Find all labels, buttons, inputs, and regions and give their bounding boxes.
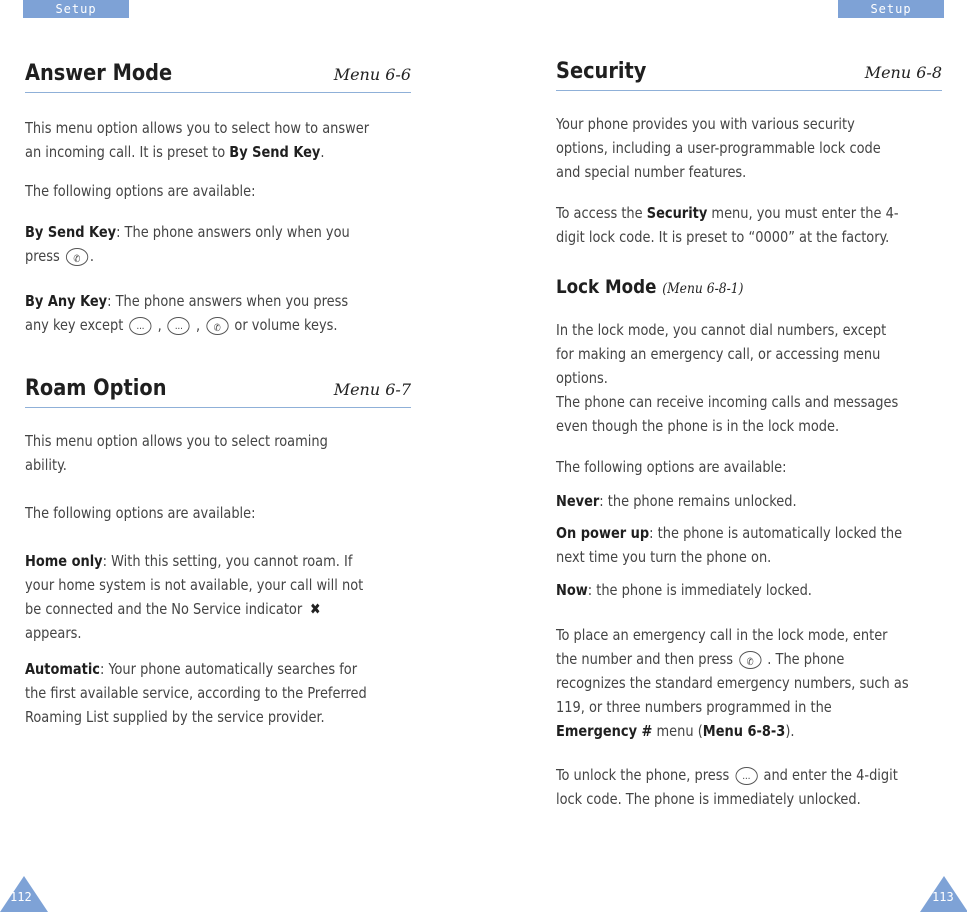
- answer-mode-intro: This menu option allows you to select how to answer an incoming call. It is preset to By Send Key.: [25, 119, 370, 161]
- roam-option-intro: This menu option allows you to select roaming ability.: [25, 432, 328, 474]
- by-any-key-option: By Any Key: The phone answers when you press any key except ··· , ··· , ✆ or volume keys.: [25, 289, 384, 337]
- on-power-up-option: On power up: the phone is automatically locked the next time you turn the phone on.: [556, 524, 903, 566]
- answer-mode-menu-ref: Menu 6-6: [333, 65, 411, 84]
- never-option: Never: the phone remains unlocked.: [556, 492, 797, 510]
- security-title: Security: [556, 59, 647, 84]
- roam-option-header: [25, 373, 411, 408]
- now-option: Now: the phone is immediately locked.: [556, 581, 812, 599]
- lock-mode-description: In the lock mode, you cannot dial numbers, except for making an emergency call, or accessing menu options. The phone can receive incoming calls and messages even though the phone is in the lock mode.: [556, 321, 899, 435]
- menu-key-icon: [168, 317, 190, 335]
- no-service-icon: ✖: [310, 600, 321, 618]
- roam-option-menu-ref: Menu 6-7: [333, 380, 411, 399]
- security-intro: Your phone provides you with various security options, including a user-programmable lock code and special number features.: [556, 115, 881, 181]
- page-number-right: 113: [932, 890, 954, 904]
- lock-options-intro: The following options are available:: [556, 458, 787, 476]
- by-send-key-option: By Send Key: The phone answers only when you press ✆.: [25, 220, 384, 268]
- page-number-left: 112: [10, 890, 32, 904]
- roam-options-intro: The following options are available:: [25, 504, 256, 522]
- lock-mode-menu-ref: (Menu 6-8-1): [662, 281, 744, 297]
- lock-mode-title: Lock Mode (Menu 6-8-1): [556, 276, 744, 298]
- section-tab-left: Setup: [23, 0, 129, 18]
- clear-key-icon: [129, 317, 151, 335]
- security-menu-ref: Menu 6-8: [864, 63, 942, 82]
- menu-key-icon: [735, 767, 757, 785]
- unlock-note: To unlock the phone, press ··· and enter the 4-digit lock code. The phone is immediately unlocked.: [556, 763, 915, 811]
- send-key-icon: [739, 651, 761, 669]
- home-only-option: Home only: With this setting, you cannot roam. If your home system is not available, your call will not be connected and the No Service indicator ✖ appears.: [25, 552, 364, 642]
- answer-mode-header: [25, 58, 411, 93]
- send-key-icon: [66, 248, 88, 266]
- emergency-call-note: To place an emergency call in the lock mode, enter the number and then press ✆ . The phone recognizes the standard emergency numbers, such as 119, or three numbers programmed in the Emergency # menu (Menu 6-8-3).: [556, 623, 915, 743]
- automatic-option: Automatic: Your phone automatically searches for the first available service, according to the Preferred Roaming List supplied by the service provider.: [25, 660, 367, 726]
- answer-mode-options-intro: The following options are available:: [25, 182, 256, 200]
- security-header: [556, 56, 942, 91]
- end-key-icon: [206, 317, 228, 335]
- answer-mode-title: Answer Mode: [25, 61, 173, 86]
- section-tab-right: Setup: [838, 0, 944, 18]
- roam-option-title: Roam Option: [25, 376, 167, 401]
- security-access-note: To access the Security menu, you must enter the 4- digit lock code. It is preset to “0000” at the factory.: [556, 204, 899, 246]
